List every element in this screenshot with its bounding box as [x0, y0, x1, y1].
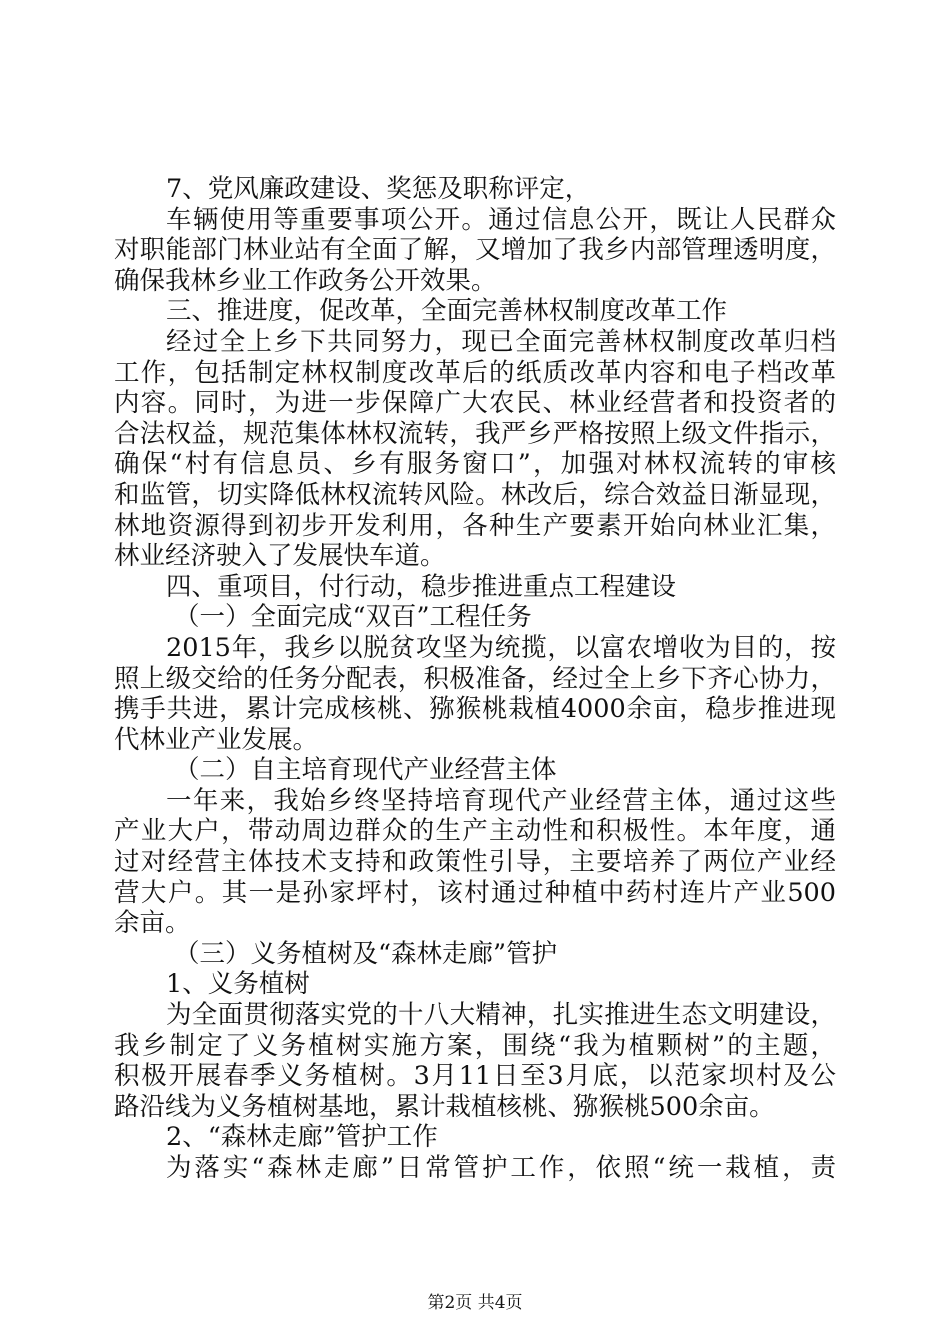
text-line: 确保“村有信息员、乡有服务窗口”，加强对林权流转的审核 — [114, 449, 836, 480]
text-line: 对职能部门林业站有全面了解，又增加了我乡内部管理透明度， — [114, 235, 836, 266]
text-line: 2、“森林走廊”管护工作 — [166, 1122, 438, 1153]
text-line: 三、推进度，促改革，全面完善林权制度改革工作 — [166, 296, 728, 327]
text-line: （二）自主培育现代产业经营主体 — [174, 755, 557, 786]
text-line: 1、义务植树 — [166, 969, 310, 1000]
text-line: 为全面贯彻落实党的十八大精神，扎实推进生态文明建设， — [166, 1000, 836, 1031]
text-line: 合法权益，规范集体林权流转，我严乡严格按照上级文件指示， — [114, 418, 836, 449]
text-line: 为落实“森林走廊”日常管护工作，依照“统一栽植，责 — [166, 1153, 836, 1183]
text-line: 林地资源得到初步开发利用，各种生产要素开始向林业汇集， — [114, 510, 836, 541]
text-line: 携手共进，累计完成核桃、猕猴桃栽植4000余亩，稳步推进现 — [114, 694, 836, 725]
text-line: 我乡制定了义务植树实施方案，围绕“我为植颗树”的主题， — [114, 1030, 836, 1061]
text-line: 工作，包括制定林权制度改革后的纸质改革内容和电子档改革 — [114, 357, 836, 388]
text-line: 7、党风廉政建设、奖惩及职称评定， — [166, 174, 591, 204]
text-line: 过对经营主体技术支持和政策性引导，主要培养了两位产业经 — [114, 847, 836, 878]
text-line: （一）全面完成“双百”工程任务 — [174, 602, 532, 633]
text-line: 内容。同时，为进一步保障广大农民、林业经营者和投资者的 — [114, 388, 836, 419]
text-line: 照上级交给的任务分配表，积极准备，经过全上乡下齐心协力， — [114, 663, 836, 694]
text-line: 和监管，切实降低林权流转风险。林改后，综合效益日渐显现， — [114, 479, 836, 510]
text-line: 余亩。 — [114, 908, 191, 939]
text-line: 2015年，我乡以脱贫攻坚为统揽，以富农增收为目的，按 — [166, 632, 836, 663]
document-body — [114, 174, 836, 1184]
text-line: 经过全上乡下共同努力，现已全面完善林权制度改革归档 — [166, 326, 836, 357]
text-line: 积极开展春季义务植树。3月11日至3月底，以范家坝村及公 — [114, 1061, 836, 1092]
text-line: 四、重项目，付行动，稳步推进重点工程建设 — [166, 571, 677, 602]
text-line: 代林业产业发展。 — [114, 724, 319, 755]
text-line: 林业经济驶入了发展快车道。 — [114, 541, 446, 572]
text-line: 确保我林乡业工作政务公开效果。 — [114, 265, 497, 296]
text-line: 产业大户，带动周边群众的生产主动性和积极性。本年度，通 — [114, 816, 836, 847]
text-line: （三）义务植树及“森林走廊”管护 — [174, 938, 558, 969]
text-line: 营大户。其一是孙家坪村，该村通过种植中药村连片产业500 — [114, 877, 836, 908]
text-line: 路沿线为义务植树基地，累计栽植核桃、猕猴桃500余亩。 — [114, 1091, 775, 1122]
page-footer: 第2页 共4页 — [427, 1293, 523, 1313]
text-line: 车辆使用等重要事项公开。通过信息公开，既让人民群众 — [166, 204, 836, 235]
text-line: 一年来，我始乡终坚持培育现代产业经营主体，通过这些 — [166, 785, 836, 816]
